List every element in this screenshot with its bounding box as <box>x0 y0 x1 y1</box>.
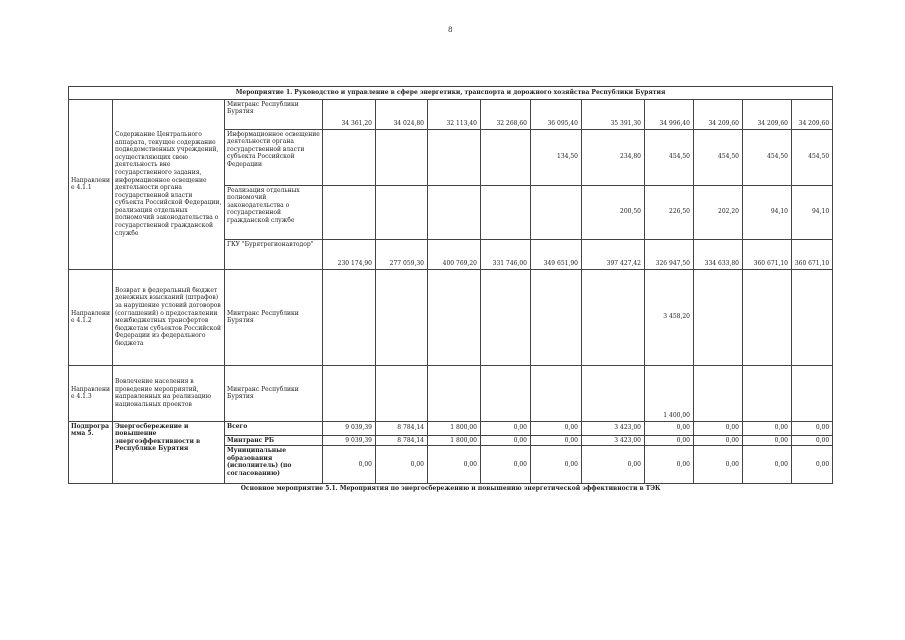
event1-header-row <box>69 87 833 100</box>
value-cell: 0,00 <box>743 446 792 484</box>
table-row <box>69 269 833 365</box>
value-cell: 1 800,00 <box>428 421 481 435</box>
value-cell <box>531 269 582 365</box>
value-cell: 3 423,00 <box>582 421 645 435</box>
value-cell: 1 800,00 <box>428 435 481 446</box>
direction-description: Содержание Центрального аппарата, текущее содержание подведомственных учреждений, осуществляющих свою деятельность вне государственного задания, информационное освещение деятельности органа государственной власти субъекта Российской Федерации, реализация отдельных полномочий законодательства о государственной гражданской службе <box>113 99 225 269</box>
value-cell <box>531 365 582 421</box>
value-cell: 36 095,40 <box>531 99 582 129</box>
direction-code: Направлени е 4.1.2 <box>69 269 113 365</box>
value-cell: 202,20 <box>694 185 743 239</box>
value-cell: 326 947,50 <box>645 239 694 269</box>
table-row <box>69 365 833 421</box>
value-cell <box>428 185 481 239</box>
value-cell: 0,00 <box>531 421 582 435</box>
executor-cell: Минтранс Республики Бурятия <box>225 269 323 365</box>
value-cell: 34 361,20 <box>323 99 376 129</box>
value-cell <box>792 365 833 421</box>
value-cell <box>323 365 376 421</box>
value-cell <box>743 269 792 365</box>
value-cell: 3 458,20 <box>645 269 694 365</box>
value-cell: 34 024,80 <box>376 99 428 129</box>
value-cell: 0,00 <box>694 421 743 435</box>
value-cell: 277 059,30 <box>376 239 428 269</box>
value-cell: 32 268,60 <box>481 99 531 129</box>
value-cell: 397 427,42 <box>582 239 645 269</box>
value-cell <box>582 269 645 365</box>
value-cell: 1 400,00 <box>645 365 694 421</box>
table-row <box>69 99 833 129</box>
value-cell: 0,00 <box>323 446 376 484</box>
value-cell <box>428 129 481 185</box>
value-cell: 0,00 <box>481 421 531 435</box>
direction-description: Вовлечение населения в проведение мероприятий, направленных на реализацию национальных проектов <box>113 365 225 421</box>
subprogram-code: Подпрогра мма 5. <box>69 421 113 484</box>
value-cell: 0,00 <box>645 435 694 446</box>
value-cell: 35 391,30 <box>582 99 645 129</box>
value-cell <box>481 185 531 239</box>
value-cell: 134,50 <box>531 129 582 185</box>
value-cell: 0,00 <box>645 446 694 484</box>
value-cell <box>376 365 428 421</box>
value-cell: 9 039,39 <box>323 421 376 435</box>
value-cell: 230 174,90 <box>323 239 376 269</box>
value-cell: 0,00 <box>645 421 694 435</box>
value-cell <box>376 185 428 239</box>
subprogram-name: Энергосбережение и повышение энергоэффективности в Республике Бурятия <box>113 421 225 484</box>
value-cell: 400 769,20 <box>428 239 481 269</box>
value-cell: 334 633,80 <box>694 239 743 269</box>
executor-cell: Информационное освещение деятельности органа государственной власти субъекта Российской Федерации <box>225 129 323 185</box>
executor-cell: Муниципальные образования (исполнитель) (по согласованию) <box>225 446 323 484</box>
value-cell <box>694 365 743 421</box>
event51-header: Основное мероприятие 5.1. Мероприятия по энергосбережению и повышению энергетической эффективности в ТЭК <box>69 484 833 494</box>
executor-cell: Реализация отдельных полномочий законодательства о государственной гражданской службе <box>225 185 323 239</box>
executor-cell: Всего <box>225 421 323 435</box>
value-cell: 0,00 <box>481 435 531 446</box>
value-cell: 454,50 <box>694 129 743 185</box>
executor-cell: Минтранс Республики Бурятия <box>225 99 323 129</box>
value-cell <box>376 269 428 365</box>
value-cell: 0,00 <box>694 435 743 446</box>
value-cell: 8 784,14 <box>376 435 428 446</box>
value-cell <box>376 129 428 185</box>
value-cell: 0,00 <box>531 435 582 446</box>
value-cell <box>531 185 582 239</box>
value-cell <box>323 129 376 185</box>
executor-cell: Минтранс РБ <box>225 435 323 446</box>
page-number: 8 <box>448 26 453 34</box>
value-cell <box>694 269 743 365</box>
value-cell <box>323 269 376 365</box>
value-cell: 226,50 <box>645 185 694 239</box>
value-cell: 34 209,60 <box>792 99 833 129</box>
value-cell: 0,00 <box>792 421 833 435</box>
direction-code: Направлени е 4.1.1 <box>69 99 113 269</box>
value-cell: 0,00 <box>531 446 582 484</box>
value-cell: 94,10 <box>792 185 833 239</box>
value-cell: 0,00 <box>376 446 428 484</box>
event1-header: Мероприятие 1. Руководство и управление в сфере энергетики, транспорта и дорожного хозяйства Республики Бурятия <box>69 87 833 100</box>
value-cell: 8 784,14 <box>376 421 428 435</box>
value-cell: 3 423,00 <box>582 435 645 446</box>
value-cell: 34 996,40 <box>645 99 694 129</box>
value-cell: 0,00 <box>743 421 792 435</box>
value-cell <box>481 365 531 421</box>
value-cell: 34 209,60 <box>743 99 792 129</box>
value-cell: 331 746,00 <box>481 239 531 269</box>
value-cell <box>481 129 531 185</box>
value-cell: 0,00 <box>428 446 481 484</box>
value-cell: 32 113,40 <box>428 99 481 129</box>
budget-table <box>68 86 833 494</box>
executor-cell: Минтранс Республики Бурятия <box>225 365 323 421</box>
value-cell <box>743 365 792 421</box>
value-cell: 34 209,60 <box>694 99 743 129</box>
value-cell <box>428 365 481 421</box>
value-cell: 360 671,10 <box>792 239 833 269</box>
value-cell: 454,50 <box>792 129 833 185</box>
value-cell <box>792 269 833 365</box>
value-cell <box>481 269 531 365</box>
value-cell <box>428 269 481 365</box>
value-cell: 0,00 <box>481 446 531 484</box>
value-cell: 234,80 <box>582 129 645 185</box>
value-cell <box>582 365 645 421</box>
value-cell: 0,00 <box>582 446 645 484</box>
value-cell: 454,50 <box>645 129 694 185</box>
value-cell: 360 671,10 <box>743 239 792 269</box>
value-cell: 0,00 <box>743 435 792 446</box>
value-cell: 200,50 <box>582 185 645 239</box>
value-cell: 9 039,39 <box>323 435 376 446</box>
direction-description: Возврат в федеральный бюджет денежных взысканий (штрафов) за нарушение условий договоров (соглашений) о предоставлении межбюджетных трансфертов бюджетам субъектов Российской Федерации из федерального бюджета <box>113 269 225 365</box>
value-cell: 94,10 <box>743 185 792 239</box>
direction-code: Направлени е 4.1.3 <box>69 365 113 421</box>
table-row <box>69 421 833 435</box>
executor-cell: ГКУ "Бурятрегионавтодор" <box>225 239 323 269</box>
value-cell: 0,00 <box>694 446 743 484</box>
event51-header-row <box>69 484 833 494</box>
value-cell: 349 651,90 <box>531 239 582 269</box>
value-cell: 0,00 <box>792 435 833 446</box>
value-cell: 0,00 <box>792 446 833 484</box>
value-cell <box>323 185 376 239</box>
value-cell: 454,50 <box>743 129 792 185</box>
